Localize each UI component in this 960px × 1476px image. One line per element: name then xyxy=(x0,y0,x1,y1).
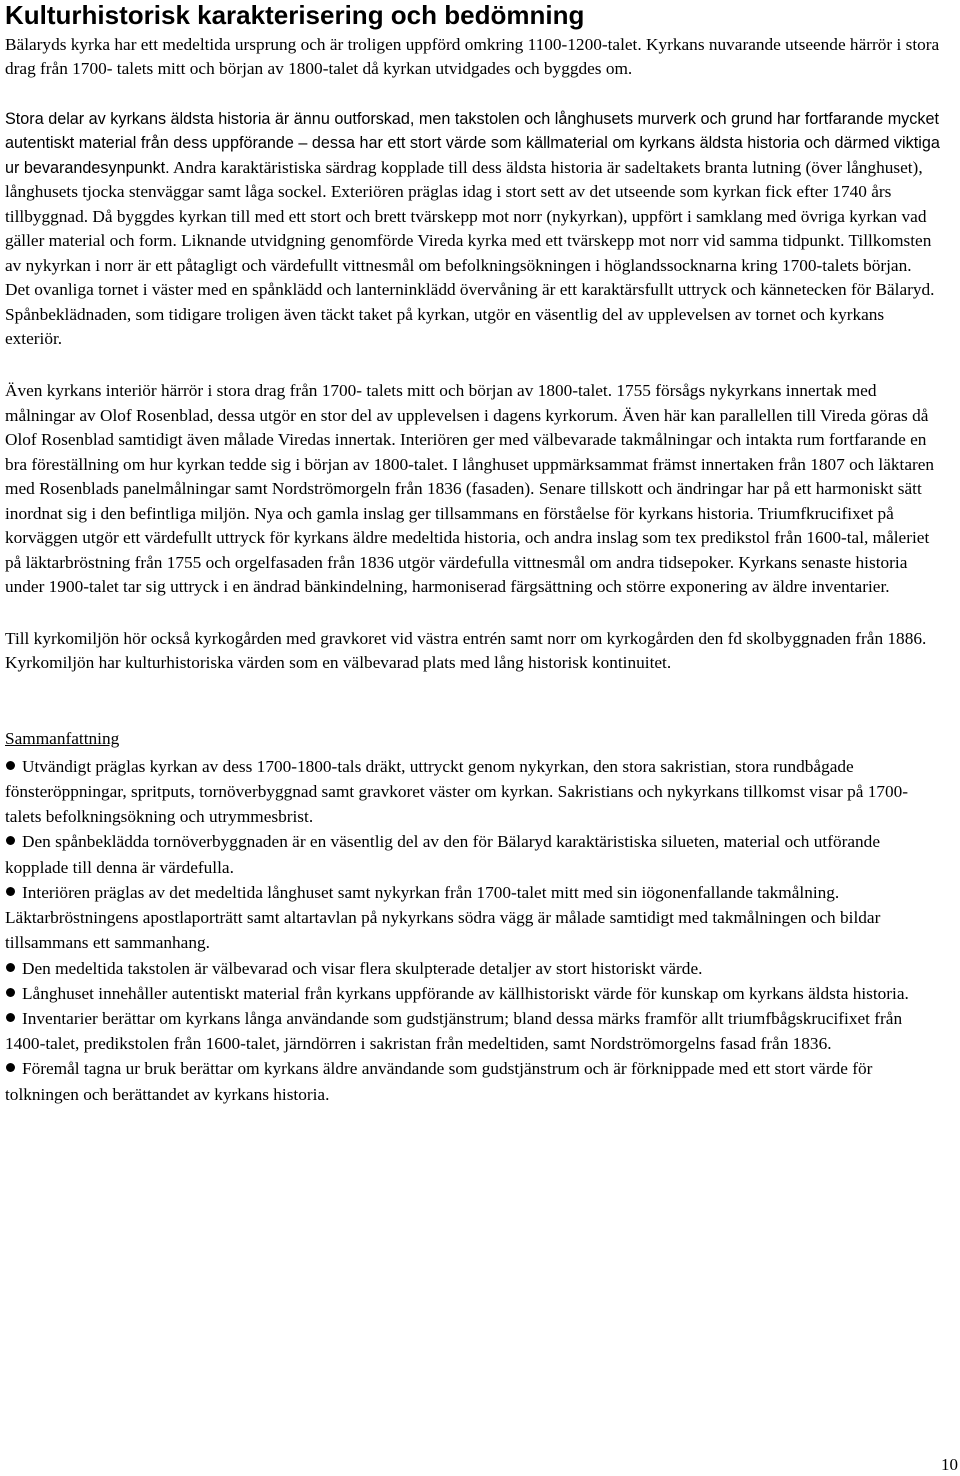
paragraph-intro: Bälaryds kyrka har ett medeltida ursprung och är troligen uppförd omkring 1100-1200-talet. Kyrkans nuvarande utseende härrör i stora drag från 1700- talets mitt och början av 1800-talet då kyrkan utvidgades och byggdes om. xyxy=(5,35,940,79)
summary-item xyxy=(5,829,940,879)
paragraph-history-sans-part: Stora delar av kyrkans äldsta historia är ännu outforskad, men takstolen och långhusets murverk och grund har fortfarande mycket autentiskt material från dess uppförande – dessa har ett stort värde som källmaterial om kyrkans äldsta historia och därmed viktiga ur bevarandesynpunkt. xyxy=(5,109,940,177)
summary-item xyxy=(5,754,940,830)
bullet-icon xyxy=(6,1013,15,1022)
summary-item-text: Inventarier berättar om kyrkans långa användande som gudstjänstrum; bland dessa märks framför allt triumfbågskrucifixet från 1400-talet, predikstolen från 1600-talet, järndörren i sakristan från medeltiden, samt Nordströmorgelns fasad från 1836. xyxy=(5,1008,903,1054)
summary-item-text: Utvändigt präglas kyrkan av dess 1700-1800-tals dräkt, uttryckt genom nykyrkan, den stora sakristian, stora rundbågade fönsteröppningar, spritputs, tornöverbyggnad samt gravkoret väster om kyrkan. Sakristians och nykyrkans tillkomst visar på 1700-talets befolkningsökning och utrymmesbrist. xyxy=(5,756,909,827)
paragraph-interior: Även kyrkans interiör härrör i stora drag från 1700- talets mitt och början av 1800-talet. 1755 försågs nykyrkans innertak med målningar av Olof Rosenblad, dessa utgör en stor del av upplevelsen i dagens kyrkorum. Även här kan parallellen till Vireda göras då Olof Rosenblad samtidigt även målade Viredas innertak. Interiören ger med välbevarade takmålningar och intakta rum fortfarande en bra föreställning om hur kyrkan tedde sig i början av 1800-talet. I långhuset uppmärksammat främst innertaken från 1807 och läktaren med Rosenblads panelmålningar samt Nordströmorgeln från 1836 (fasaden). Senare tillskott och ändringar har på ett harmoniskt sätt inordnat sig i den befintliga miljön. Nya och gamla inslag ger tillsammans en förståelse för kyrkans historia. Triumfkrucifixet på korväggen utgör ett värdefullt uttryck för kyrkans äldre medeltida historia, och andra inslag som tex predikstol från 1600-tal, måleriet på läktarbröstning från 1755 och orgelfasaden från 1836 utgör värdefulla vittnesmål om andra tidsepoker. Kyrkans senaste historia under 1900-talet tar sig uttryck i en ändrad bänkindelning, harmoniserad färgsättning och större exponering av äldre inventarier. xyxy=(5,381,935,597)
summary-item xyxy=(5,981,940,1006)
summary-heading: Sammanfattning xyxy=(5,729,120,749)
summary-item xyxy=(5,956,940,981)
section-heading: Kulturhistorisk karakterisering och bedömning xyxy=(5,0,585,30)
document-page xyxy=(5,0,940,1107)
summary-item-text: Långhuset innehåller autentiskt material från kyrkans uppförande av källhistoriskt värde för kunskap om kyrkans äldsta historia. xyxy=(22,983,909,1003)
paragraph-history xyxy=(5,107,940,352)
summary-item-text: Den spånbeklädda tornöverbyggnaden är en väsentlig del av den för Bälaryd karaktäristiska silueten, material och utförande kopplade till denna är värdefulla. xyxy=(5,832,880,877)
bullet-icon xyxy=(6,887,15,896)
bullet-icon xyxy=(6,761,15,770)
bullet-icon xyxy=(6,963,15,972)
summary-item-text: Interiören präglas av det medeltida långhuset samt nykyrkan från 1700-talet mitt med sin iögonenfallande takmålning. Läktarbröstningens apostlaporträtt samt altartavlan på nykyrkans södra vägg är målade samtidigt med takmålningen och bildar tillsammans ett sammanhang. xyxy=(5,882,881,953)
bullet-icon xyxy=(6,988,15,997)
summary-item-text: Den medeltida takstolen är välbevarad och visar flera skulpterade detaljer av stort historiskt värde. xyxy=(22,958,703,978)
paragraph-church-environment: Till kyrkomiljön hör också kyrkogården med gravkoret vid västra entrén samt norr om kyrkogården den fd skolbyggnaden från 1886. Kyrkomiljön har kulturhistoriska värden som en välbevarad plats med lång historisk kontinuitet. xyxy=(5,628,927,672)
summary-item xyxy=(5,1006,940,1056)
summary-item xyxy=(5,1056,940,1106)
summary-item xyxy=(5,880,940,956)
summary-list xyxy=(5,754,940,1107)
bullet-icon xyxy=(6,836,15,845)
paragraph-history-serif-part: Andra karaktäristiska särdrag kopplade till dess äldsta historia är sadeltakets branta lutning (över långhuset), långhusets tjocka stenväggar samt låga sockel. Exteriören präglas idag i stort sett av det utseende som kyrkan fick efter 1740 års tillbyggnad. Då byggdes kyrkan till med ett stort och brett tvärskepp mot norr (nykyrkan), uppfört i samklang med övriga kyrkan vad gäller material och form. Liknande utvidgning genomförde Vireda kyrka med ett tvärskepp mot norr vid samma tidpunkt. Tillkomsten av nykyrkan i norr är ett påtagligt och värdefullt vittnesmål om befolkningsökningen i höglandssocknarna kring 1700-talets början. Det ovanliga tornet i väster med en spånklädd och lanterninklädd övervåning är ett karaktärsfullt uttryck och kännetecken för Bälaryd. Spånbeklädnaden, som tidigare troligen även täckt taket på kyrkan, utgör en väsentlig del av upplevelsen av tornet och kyrkans exteriör. xyxy=(5,157,935,348)
page-number: 10 xyxy=(941,1455,958,1474)
bullet-icon xyxy=(6,1063,15,1072)
summary-item-text: Föremål tagna ur bruk berättar om kyrkans äldre användande som gudstjänstrum och är förknippade med ett stort värde för tolkningen och berättandet av kyrkans historia. xyxy=(5,1059,873,1104)
